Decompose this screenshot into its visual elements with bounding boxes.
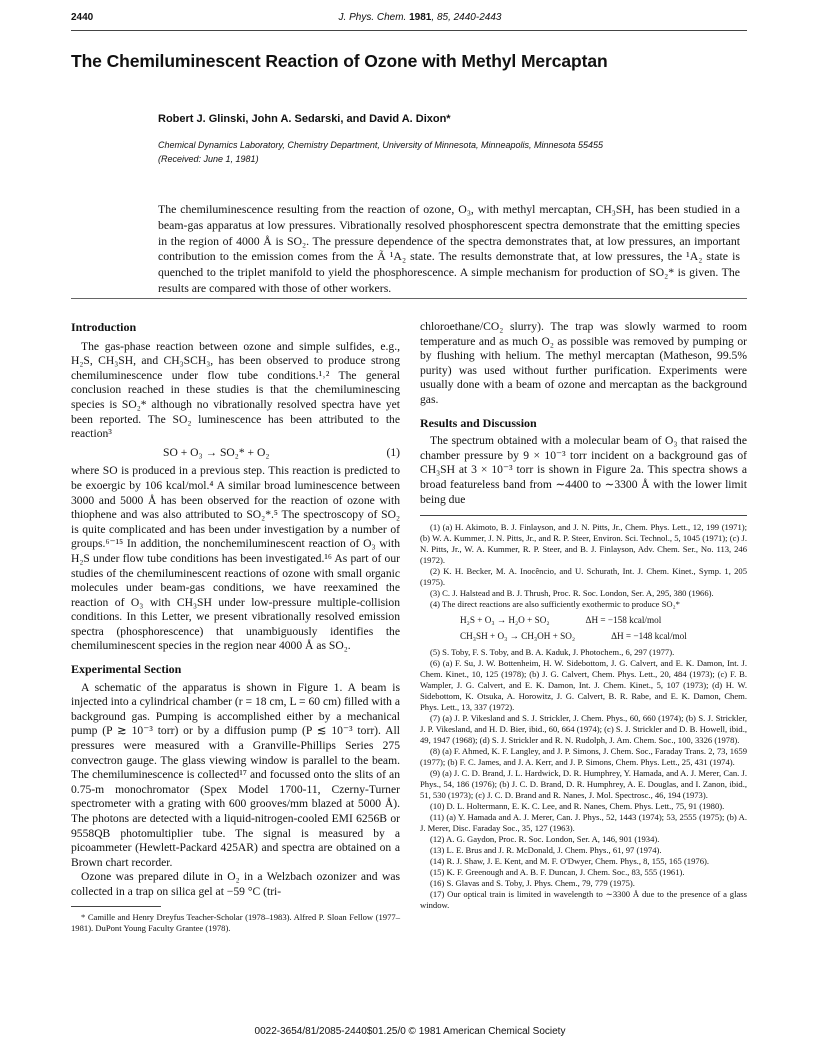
reaction-text: H₂S + O₃ → H₂O + SO₂ <box>460 615 550 626</box>
equation-text: SO + O₃ → SO₂* + O₂ <box>163 445 270 459</box>
equation-1 <box>71 442 400 465</box>
experimental-paragraph-1: A schematic of the apparatus is shown in Figure 1. A beam is injected into a cylindrical chamber (r = 18 cm, L = 60 cm) filled with a background gas. Pumping is accomplished either by a mechanical pump (P ≳ 10⁻³ torr) or by a diffusion pump (P ≲ 10⁻³ torr). All pressures were measured with a Granville-Phillips Series 275 convectron gauge. The glass viewing window is parallel to the beam. The chemiluminescence is collected¹⁷ and focussed onto the slits of an 0.75-m monochromator (Spex Model 1700-11, Czerny-Turner spectrometer with a grating with 600 grooves/mm blazed at 5000 Å). The photons are detected with a liquid-nitrogen-cooled EMI 6256B or 9558QB photomultiplier tube. The signal is measured by a picoammeter (Hewlett-Packard 425AR) and spectra are obtained on a Brown chart recorder. <box>71 680 400 869</box>
reference: (15) K. F. Greenough and A. B. F. Duncan, J. Chem. Soc., 83, 555 (1961). <box>430 867 685 878</box>
affiliation: Chemical Dynamics Laboratory, Chemistry Department, University of Minnesota, Minneapolis, Minnesota 55455 <box>158 140 604 150</box>
intro-paragraph-1: The gas-phase reaction between ozone and simple sulfides, e.g., H₂S, CH₃SH, and CH₃SCH₃, has been observed to produce strong chemiluminescence under flow tube conditions.¹˒² The general conclusion reached in these studies is that the chemiluminescing species is SO₂* although no vibrationally resolved spectra have yet been reported. The SO₂ luminescence has been attributed to the reaction³ <box>71 339 400 441</box>
page-number: 2440 <box>71 12 94 23</box>
reaction-enthalpy: ΔH = −148 kcal/mol <box>611 631 687 642</box>
author-footnote <box>71 912 400 934</box>
abstract-rule <box>71 298 747 299</box>
reaction-equation-1 <box>420 610 747 631</box>
reference: (5) S. Toby, F. S. Toby, and B. A. Kaduk, J. Photochem., 6, 297 (1977). <box>430 647 675 658</box>
introduction-heading: Introduction <box>71 320 137 334</box>
reaction-equation-2 <box>420 631 747 647</box>
reference: (9) (a) J. C. D. Brand, J. L. Hardwick, D. R. Humphrey, Y. Hamada, and A. J. Merer, Can. J. Phys., 54, 186 (1976); (b) J. C. D. Brand, D. R. Humphrey, A. E. Douglas, and I. Zanon, ibid., 51, 530 (1973); (c) J. C. D. Brand and R. Nanes, J. Mol. Spectrosc., 46, 194 (1973). <box>420 768 747 801</box>
footnote-rule <box>71 906 161 907</box>
continued-paragraph: chloroethane/CO₂ slurry). The trap was slowly warmed to room temperature and as much O₂ as possible was removed by pumping or by flushing with helium. The methyl mercaptan (Matheson, 99.5% purity) was used without further purification. Experiments were usually done with a beam of ozone and mercaptan as the background gas. <box>420 320 747 406</box>
experimental-heading: Experimental Section <box>71 662 182 677</box>
intro-paragraph-2: where SO is produced in a previous step. This reaction is predicted to be exoergic by 106 kcal/mol.⁴ A similar broad luminescence between 3000 and 5000 Å has been observed for the reaction of ozone with thiophene and was also attributed to SO₂*.⁵ The spectroscopy of SO₂ is quite complicated and has been under investigation by a number of groups.⁶⁻¹⁵ In addition, the nonchemiluminescent reaction of O₃ with H₂S under flow tube conditions has been investigated.¹⁶ As part of our studies of the chemiluminescent reactions of ozone with small organic molecules under beam-gas conditions, we have reexamined the reaction of O₃ with CH₃SH under low-pressure multiple-collision conditions. In this Letter, we present vibrationally resolved emission spectra (phosphorescence) that unambiguously identifies the chemiluminescent species in the region near 4000 Å as SO₂. <box>71 464 400 653</box>
journal-name: J. Phys. Chem. <box>338 12 407 23</box>
reference: (4) The direct reactions are also sufficiently exothermic to produce SO₂* <box>430 599 680 610</box>
reference: (17) Our optical train is limited in wavelength to ∼3300 Å due to the presence of a glass window. <box>420 889 747 911</box>
reference: (12) A. G. Gaydon, Proc. R. Soc. London, Ser. A, 146, 901 (1934). <box>430 834 660 845</box>
reference: (14) R. J. Shaw, J. E. Kent, and M. F. O'Dwyer, Chem. Phys., 8, 155, 165 (1976). <box>430 856 710 867</box>
copyright-footer: 0022-3654/81/2085-2440$01.25/0 © 1981 American Chemical Society <box>254 1026 566 1037</box>
left-column <box>71 320 400 934</box>
reference: (13) L. E. Brus and J. R. McDonald, J. Chem. Phys., 61, 97 (1974). <box>430 845 662 856</box>
reference: (16) S. Glavas and S. Toby, J. Phys. Chem., 79, 779 (1975). <box>430 878 635 889</box>
abstract: The chemiluminescence resulting from the reaction of ozone, O₃, with methyl mercaptan, CH₃SH, has been studied in a beam-gas apparatus at low pressures. Vibrationally resolved phosphorescent spectra demonstrate that the emitting species in the region of 4000 Å is SO₂. The pressure dependence of the spectra demonstrates that, at low pressures, an important contribution to the emission comes from the Ã ¹A₂ state. The results demonstrate that, at low pressures, the ¹A₂ state is quenched to the triplet manifold to yield the phosphorescence. A simple mechanism for production of SO₂* is given. The results are compared with those of other workers. <box>158 202 740 295</box>
journal-citation: J. Phys. Chem. 1981, 85, 2440-2443 <box>338 12 502 23</box>
journal-pages: 2440-2443 <box>453 12 502 23</box>
footnote-text: * Camille and Henry Dreyfus Teacher-Scholar (1978–1983). Alfred P. Sloan Fellow (1977–1981). DuPont Young Faculty Grantee (1978). <box>71 911 400 933</box>
reaction-enthalpy: ΔH = −158 kcal/mol <box>585 615 662 626</box>
header-rule <box>71 30 747 31</box>
reference: (11) (a) Y. Hamada and A. J. Merer, Can. J. Phys., 52, 1443 (1974); 53, 2555 (1975); (b) A. J. Merer, Disc. Faraday Soc., 35, 127 (1963). <box>420 812 747 834</box>
journal-volume: 85 <box>436 12 449 23</box>
reference: (10) D. L. Holtermann, E. K. C. Lee, and R. Nanes, Chem. Phys. Lett., 75, 91 (1980). <box>430 801 725 812</box>
reference: (8) (a) F. Ahmed, K. F. Langley, and J. P. Simons, J. Chem. Soc., Faraday Trans. 2, 73, 1659 (1977); (b) F. C. James, and J. A. Kerr, and J. P. Simons, Chem. Phys. Lett., 25, 431 (1974). <box>420 746 747 768</box>
reference: (1) (a) H. Akimoto, B. J. Finlayson, and J. N. Pitts, Jr., Chem. Phys. Lett., 12, 199 (1971); (b) W. A. Kummer, J. N. Pitts, Jr., and R. P. Steer, Environ. Sci. Technol., 5, 1045 (1971); (c) J. N. Pitts, Jr., W. A. Kummer, R. P. Steer, and B. J. Finlayson, Adv. Chem. Ser., No. 113, 246 (1972). <box>420 522 747 566</box>
references-list <box>420 522 747 911</box>
right-column <box>420 320 747 911</box>
experimental-paragraph-2: Ozone was prepared dilute in O₂ in a Welzbach ozonizer and was collected in a trap on silica gel at −59 °C (tri- <box>71 870 400 898</box>
journal-year: 1981 <box>409 12 432 23</box>
author-list: Robert J. Glinski, John A. Sedarski, and David A. Dixon* <box>158 113 451 125</box>
reference: (2) K. H. Becker, M. A. Inocêncio, and U. Schurath, Int. J. Chem. Kinet., Symp. 1, 205 (1975). <box>420 566 747 588</box>
article-title: The Chemiluminescent Reaction of Ozone with Methyl Mercaptan <box>71 51 608 71</box>
reaction-text: CH₃SH + O₃ → CH₃OH + SO₂ <box>460 631 576 642</box>
reference: (3) C. J. Halstead and B. J. Thrush, Proc. R. Soc. London, Ser. A, 295, 380 (1966). <box>430 588 714 599</box>
references-rule <box>420 515 747 516</box>
results-heading: Results and Discussion <box>420 415 537 430</box>
results-paragraph: The spectrum obtained with a molecular beam of O₃ that raised the chamber pressure by 9 × 10⁻³ torr incident on a background gas of CH₃SH at 3 × 10⁻³ torr is shown in Figure 2a. This spectra shows a broad featureless band from ∼4400 to ∼3300 Å with the lower limit being due <box>420 434 747 506</box>
equation-number: (1) <box>386 445 400 459</box>
reference: (6) (a) F. Su, J. W. Bottenheim, H. W. Sidebottom, J. G. Calvert, and E. K. Damon, Int. J. Chem. Kinet., 10, 125 (1978); (b) J. G. Calvert, Chem. Phys. Lett., 20, 484 (1973); (c) F. B. Wampler, J. G. Calvert, and E. K. Damon, Int. J. Chem. Kinet., 5, 107 (1973); (d) H. W. Sidebottom, K. Otsuka, A. Horowitz, J. G. Calvert, B. R. Rabe, and E. K. Damon, Chem. Phys. Lett., 13, 337 (1972). <box>420 658 747 713</box>
affiliation-block <box>158 138 603 166</box>
reference: (7) (a) J. P. Vikesland and S. J. Strickler, J. Chem. Phys., 60, 660 (1974); (b) S. J. Strickler, J. P. Vikesland, and H. D. Bier, ibid., 60, 664 (1974); (c) S. J. Strickler and D. B. Howell, ibid., 49, 1947 (1968); (d) S. J. Strickler and R. N. Rudolph, J. Am. Chem. Soc., 100, 3326 (1978). <box>420 713 747 746</box>
received-date: (Received: June 1, 1981) <box>158 154 259 164</box>
